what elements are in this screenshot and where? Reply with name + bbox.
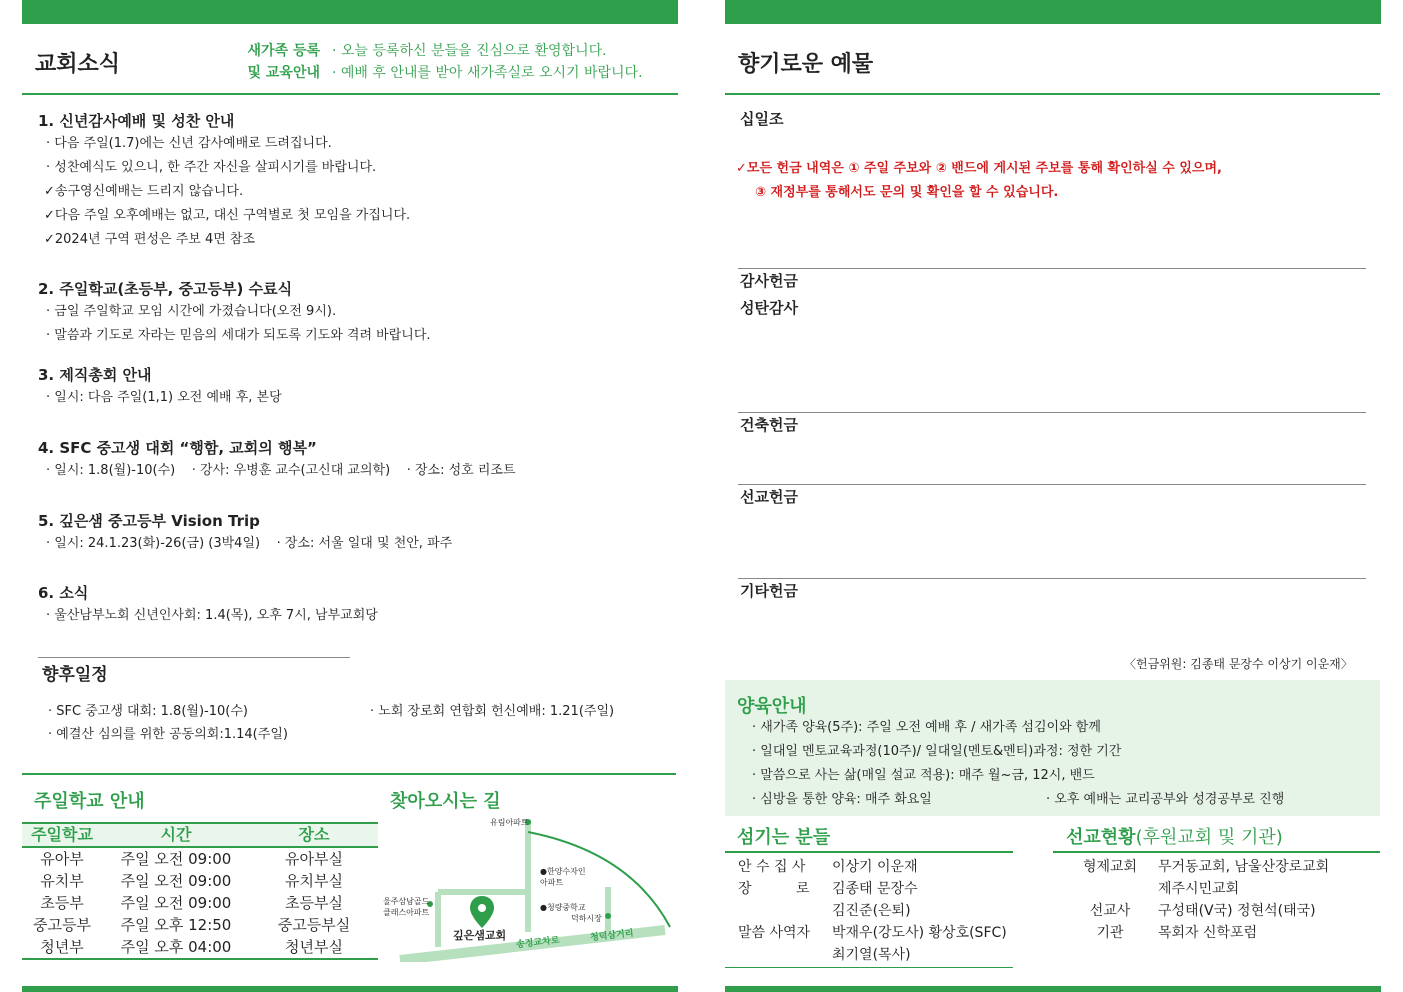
missions-title [1066,823,1283,849]
cell: 김진준(은퇴) [832,903,911,919]
news-list [38,110,658,628]
directions-title: 찾아오시는 길 [390,791,501,812]
top-bar-right [725,0,1381,24]
cell: 청년부 [40,938,84,956]
cell: 주일 오전 09:00 [120,894,232,912]
news-line: · 금일 주일학교 모임 시간에 가졌습니다(오전 9시). [46,304,337,319]
schedule-item: · SFC 중고생 대회: 1.8(월)-10(수) [48,704,248,719]
news-item [38,437,658,483]
divider [1053,851,1380,853]
servants-table [738,856,1007,966]
sunday-school-title: 주일학교 안내 [34,791,145,812]
table-row [738,944,1007,966]
offering-building: 건축헌금 [740,416,798,434]
cell: 기관 [1096,925,1124,941]
cell: 최기열(목사) [832,947,911,963]
cell: 김종태 문장수 [832,881,918,897]
missions-title-sub: (후원교회 및 기관) [1135,827,1283,848]
column-header: 주일학교 [22,823,102,847]
schedule-item: · 예결산 심의를 위한 공동의회:1.14(주일) [48,727,288,742]
divider [738,412,1366,413]
offering-christmas: 성탄감사 [740,299,798,317]
sunday-school-table [22,822,378,960]
news-title: 5. 깊은샘 중고등부 Vision Trip [38,512,260,530]
cell: 주일 오후 12:50 [120,916,232,934]
cell: 주일 오전 09:00 [120,850,232,868]
map-label: 울주삼남골드 클래스아파트 [383,897,430,917]
table-row [738,900,1007,922]
map-church-label: 깊은샘교회 [453,929,507,942]
cell: 형제교회 [1082,859,1138,875]
offering-notice-2: ③ 재정부를 통해서도 문의 및 확인을 할 수 있습니다. [755,185,1059,200]
cell: 유아부실 [285,850,343,868]
news-title: 1. 신년감사예배 및 성찬 안내 [38,112,235,130]
cell: 장 로 [738,881,810,897]
cell [738,944,832,966]
cell [738,900,832,922]
nurture-line: · 일대일 멘토교육과정(10주)/ 일대일(멘토&멘티)과정: 정한 기간 [752,744,1122,759]
divider [738,578,1366,579]
map-label: 유림아파트 [490,818,529,827]
news-item [38,278,658,348]
offering-committee: 〈헌금위원: 김종태 문장수 이상기 이운재〉 [1124,657,1353,671]
cell: 초등부 [40,894,84,912]
divider [725,93,1380,95]
news-title: 3. 제직총회 안내 [38,366,152,384]
news-line: · 일시: 1.8(월)-10(수) · 강사: 우병훈 교수(고신대 교의학) · 장소: 성호 리조트 [46,463,516,478]
news-line: · 일시: 24.1.23(화)-26(금) (3박4일) · 장소: 서울 일대 및 천안, 파주 [46,536,453,551]
news-line: · 다음 주일(1.7)에는 신년 감사예배로 드려집니다. [46,136,332,151]
page-title-offering: 향기로운 예물 [738,52,874,77]
nurture-line: · 오후 예배는 교리공부와 성경공부로 진행 [1046,792,1285,807]
news-item [38,582,658,628]
table-row [22,870,378,892]
welcome-label-2: 및 교육안내 [247,65,320,81]
cell: 말씀 사역자 [738,925,811,941]
divider [738,268,1366,269]
nurture-line: · 말씀으로 사는 삶(매일 설교 적용): 매주 월~금, 12시, 밴드 [752,768,1095,783]
table-row [738,922,1007,944]
table-row [22,936,378,959]
offering-tithe: 십일조 [740,110,784,128]
cell: 이상기 이운재 [832,859,918,875]
offering-thanks: 감사헌금 [740,272,798,290]
missions-table [1062,856,1329,944]
news-line: ✓2024년 구역 편성은 주보 4면 참조 [44,232,256,247]
nurture-line: · 새가족 양육(5주): 주일 오전 예배 후 / 새가족 섬김이와 함께 [752,720,1101,735]
news-line: · 성찬예식도 있으니, 한 주간 자신을 살피시기를 바랍니다. [46,160,377,175]
map-label: 덕하시장 [571,914,602,923]
cell: 목회자 신학포럼 [1158,925,1258,941]
news-item [38,510,658,556]
table-row [22,847,378,870]
column-header: 장소 [250,823,378,847]
table-row [1062,922,1329,944]
map-label: ●한양수자인 아파트 [540,867,586,887]
divider [738,484,1366,485]
news-line: · 일시: 다음 주일(1,1) 오전 예배 후, 본당 [46,390,282,405]
cell: 유아부 [40,850,84,868]
cell [1062,878,1158,900]
divider [725,851,1013,853]
map-road-label: 청덕삼거리 [589,928,635,944]
divider [725,967,1013,968]
page-title-church-news: 교회소식 [35,52,121,77]
bottom-bar-right [725,986,1381,992]
missions-title-main: 선교현황 [1066,827,1136,848]
cell: 중고등부 [33,916,91,934]
cell: 안 수 집 사 [738,859,806,875]
cell: 제주시민교회 [1158,881,1240,897]
table-row [1062,900,1329,922]
news-item [38,364,658,410]
cell: 선교사 [1089,903,1131,919]
schedule-item: · 노회 장로회 연합회 헌신예배: 1.21(주일) [370,704,615,719]
cell: 무거동교회, 남울산장로교회 [1158,859,1330,875]
offering-mission: 선교헌금 [740,488,798,506]
table-row [738,878,1007,900]
cell: 유치부 [40,872,84,890]
cell: 주일 오전 09:00 [120,872,232,890]
map-label: ●청량중학교 [540,903,586,912]
news-title: 2. 주일학교(초등부, 중고등부) 수료식 [38,280,293,298]
offering-other: 기타헌금 [740,582,798,600]
cell: 박재우(강도사) 황상호(SFC) [832,925,1007,941]
schedule-title: 향후일정 [42,665,108,685]
table-row [1062,856,1329,878]
welcome-label-1: 새가족 등록 [247,43,320,59]
column-header: 시간 [102,823,250,847]
news-item [38,110,658,252]
welcome-text [332,40,643,84]
bottom-bar-left [22,986,678,992]
news-line: ✓송구영신예배는 드리지 않습니다. [44,184,244,199]
cell: 초등부실 [285,894,343,912]
cell: 주일 오후 04:00 [120,938,232,956]
table-header-row [22,823,378,847]
welcome-line-1: · 오늘 등록하신 분들을 진심으로 환영합니다. [332,43,607,59]
map-road-label: 송정교차로 [515,935,561,951]
nurture-line: · 심방을 통한 양육: 매주 화요일 [752,792,932,807]
church-pin-dot [478,904,486,912]
cell: 청년부실 [285,938,343,956]
servants-title: 섬기는 분들 [737,827,831,848]
welcome-line-2: · 예배 후 안내를 받아 새가족실로 오시기 바랍니다. [332,65,643,81]
top-bar-left [22,0,678,24]
table-row [1062,878,1329,900]
cell: 중고등부실 [277,916,351,934]
nurture-title: 양육안내 [737,696,807,717]
table-row [738,856,1007,878]
news-title: 6. 소식 [38,584,89,602]
map-dot [605,913,611,919]
schedule-divider [38,657,350,658]
welcome-label [240,40,320,84]
news-line: ✓다음 주일 오후예배는 없고, 대신 구역별로 첫 모임을 가집니다. [44,208,411,223]
news-title: 4. SFC 중고생 대회 “행함, 교회의 행복” [38,439,317,457]
table-row [22,892,378,914]
offering-notice-1: ✓모든 헌금 내역은 ① 주일 주보와 ② 밴드에 게시된 주보를 통해 확인하실 수 있으며, [736,161,1222,176]
news-line: · 울산남부노회 신년인사회: 1.4(목), 오후 7시, 남부교회당 [46,608,378,623]
news-line: · 말씀과 기도로 자라는 믿음의 세대가 되도록 기도와 격려 바랍니다. [46,328,431,343]
divider [22,773,676,775]
divider [22,93,678,95]
cell: 구성태(V국) 정현석(태국) [1158,903,1316,919]
cell: 유치부실 [285,872,343,890]
table-row [22,914,378,936]
